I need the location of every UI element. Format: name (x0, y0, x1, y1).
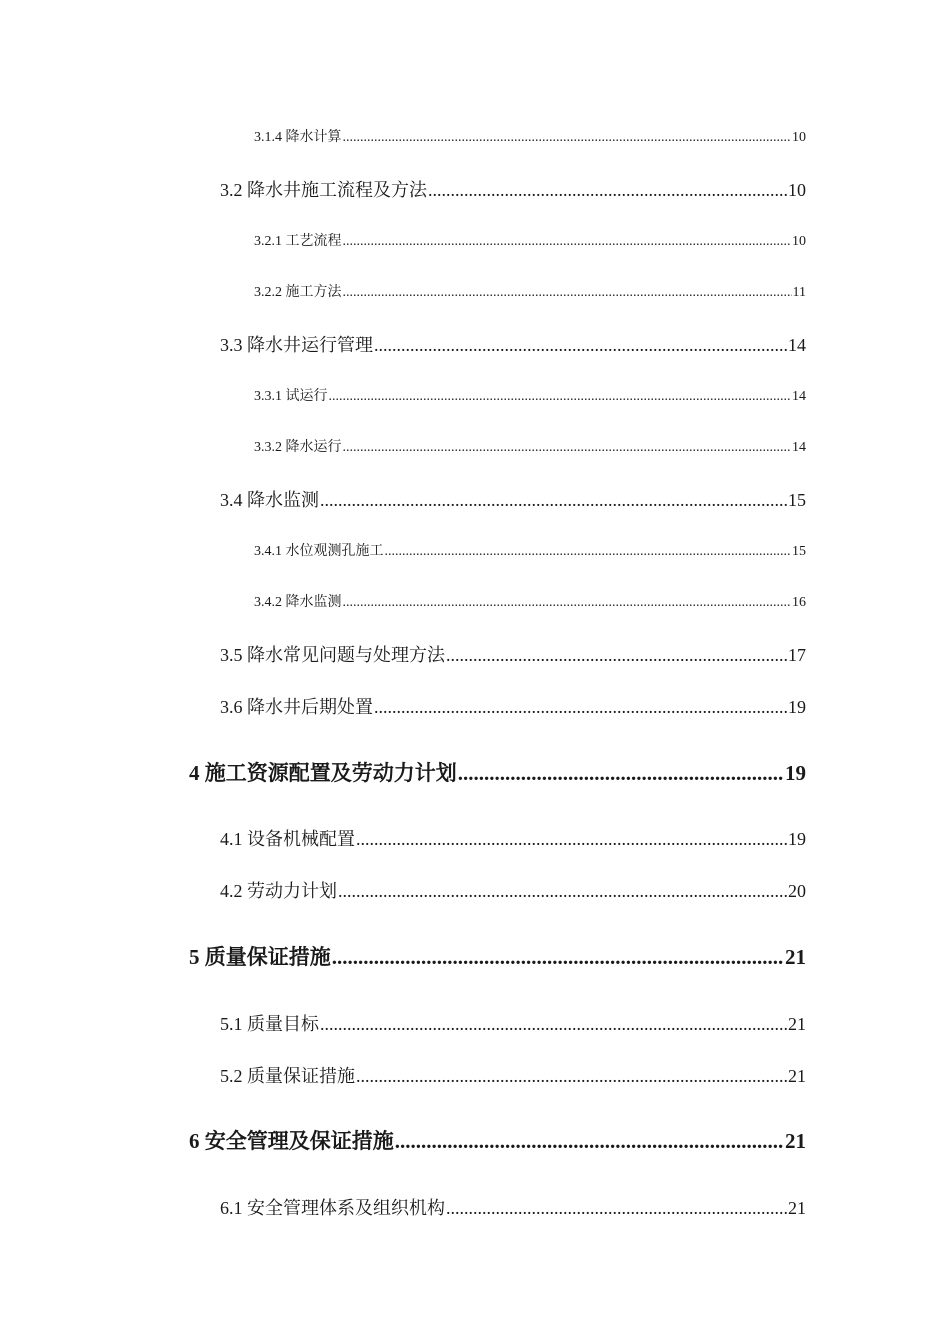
toc-entry-title: 3.5 降水常见问题与处理方法 (220, 645, 445, 665)
toc-entry-title: 6 安全管理及保证措施 (189, 1129, 394, 1153)
toc-entry-3-3-2[interactable] (254, 436, 806, 456)
dot-leader (338, 881, 787, 902)
toc-entry-page: 17 (788, 645, 806, 665)
toc-entry-title: 3.3.2 降水运行 (254, 440, 342, 455)
toc-entry-title: 4 施工资源配置及劳动力计划 (189, 761, 457, 785)
toc-entry-page: 21 (788, 1066, 806, 1086)
toc-entry-page: 19 (785, 761, 806, 785)
toc-entry-title: 4.2 劳动力计划 (220, 881, 337, 901)
toc-entry-6-1[interactable] (220, 1194, 806, 1220)
dot-leader (343, 285, 792, 301)
dot-leader (446, 645, 787, 666)
toc-entry-5-2[interactable] (220, 1062, 806, 1088)
toc-entry-title: 3.4.1 水位观测孔施工 (254, 544, 384, 559)
dot-leader (343, 595, 792, 611)
dot-leader (343, 440, 792, 456)
toc-entry-6[interactable] (189, 1125, 806, 1155)
toc-entry-page: 19 (788, 697, 806, 717)
toc-entry-3-3[interactable] (220, 331, 806, 357)
toc-entry-5[interactable] (189, 941, 806, 971)
toc-entry-page: 21 (785, 945, 806, 969)
toc-entry-page: 21 (788, 1198, 806, 1218)
toc-entry-3-4[interactable] (220, 486, 806, 512)
toc-entry-page: 21 (785, 1129, 806, 1153)
toc-entry-title: 3.6 降水井后期处置 (220, 697, 373, 717)
dot-leader (374, 335, 787, 356)
dot-leader (320, 490, 787, 511)
toc-entry-3-2[interactable] (220, 176, 806, 202)
toc-entry-page: 20 (788, 881, 806, 901)
toc-entry-page: 14 (788, 335, 806, 355)
toc-entry-3-1-4[interactable] (254, 126, 806, 146)
toc-entry-page: 21 (788, 1014, 806, 1034)
toc-entry-3-3-1[interactable] (254, 385, 806, 405)
dot-leader (343, 234, 792, 250)
dot-leader (458, 761, 784, 786)
dot-leader (374, 697, 787, 718)
toc-entry-5-1[interactable] (220, 1010, 806, 1036)
toc-entry-title: 3.4 降水监测 (220, 490, 319, 510)
toc-entry-title: 3.3.1 试运行 (254, 389, 328, 404)
dot-leader (446, 1198, 787, 1219)
dot-leader (332, 945, 784, 970)
toc-entry-title: 3.3 降水井运行管理 (220, 335, 373, 355)
dot-leader (320, 1014, 787, 1035)
toc-entry-4[interactable] (189, 757, 806, 787)
toc-entry-page: 11 (792, 285, 806, 300)
toc-entry-3-2-1[interactable] (254, 230, 806, 250)
dot-leader (356, 829, 787, 850)
toc-entry-page: 10 (792, 130, 806, 145)
toc-entry-3-6[interactable] (220, 693, 806, 719)
toc-entry-4-1[interactable] (220, 825, 806, 851)
toc-entry-title: 4.1 设备机械配置 (220, 829, 355, 849)
toc-entry-page: 14 (792, 440, 806, 455)
toc-entry-page: 10 (788, 180, 806, 200)
dot-leader (329, 389, 792, 405)
toc-entry-title: 6.1 安全管理体系及组织机构 (220, 1198, 445, 1218)
toc-entry-page: 19 (788, 829, 806, 849)
toc-entry-title: 3.2 降水井施工流程及方法 (220, 180, 427, 200)
toc-entry-3-4-2[interactable] (254, 591, 806, 611)
toc-entry-title: 5.1 质量目标 (220, 1014, 319, 1034)
toc-entry-3-4-1[interactable] (254, 540, 806, 560)
toc-entry-title: 3.4.2 降水监测 (254, 595, 342, 610)
toc-entry-title: 3.1.4 降水计算 (254, 130, 342, 145)
toc-entry-title: 5 质量保证措施 (189, 945, 331, 969)
toc-entry-title: 5.2 质量保证措施 (220, 1066, 355, 1086)
dot-leader (356, 1066, 787, 1087)
toc-entry-page: 14 (792, 389, 806, 404)
toc-entry-page: 15 (792, 544, 806, 559)
toc-entry-3-5[interactable] (220, 641, 806, 667)
dot-leader (395, 1129, 784, 1154)
dot-leader (343, 130, 792, 146)
toc-entry-page: 10 (792, 234, 806, 249)
toc-entry-3-2-2[interactable] (254, 281, 806, 301)
dot-leader (428, 180, 787, 201)
toc-entry-title: 3.2.2 施工方法 (254, 285, 342, 300)
toc-entry-page: 15 (788, 490, 806, 510)
toc-entry-page: 16 (792, 595, 806, 610)
dot-leader (385, 544, 792, 560)
toc-entry-4-2[interactable] (220, 877, 806, 903)
toc-entry-title: 3.2.1 工艺流程 (254, 234, 342, 249)
